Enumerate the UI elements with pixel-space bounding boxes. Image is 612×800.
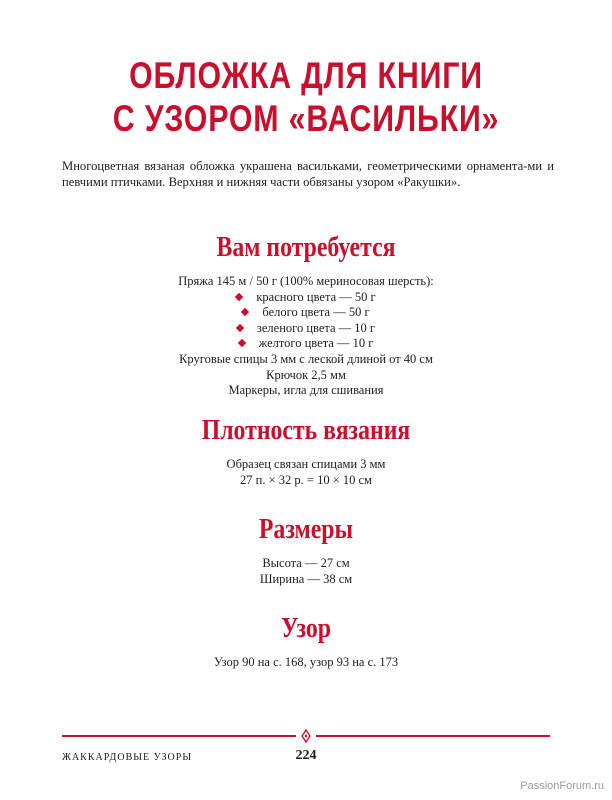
gauge-line-1: Образец связан спицами 3 мм bbox=[226, 457, 386, 471]
footer-divider-left bbox=[62, 735, 296, 737]
pattern-block bbox=[0, 655, 612, 671]
running-footer-title: ЖАККАРДОВЫЕ УЗОРЫ bbox=[62, 752, 193, 763]
yarn-line: Пряжа 145 м / 50 г (100% мериносовая шерсть): bbox=[178, 274, 434, 288]
width-line: Ширина — 38 см bbox=[259, 571, 353, 586]
gauge-heading: Плотность вязания bbox=[201, 414, 411, 446]
color-item-label: красного цвета — 50 г bbox=[256, 289, 376, 304]
list-item bbox=[0, 290, 612, 306]
materials-list bbox=[0, 274, 612, 399]
footer-divider-right bbox=[316, 735, 550, 737]
color-item-label: белого цвета — 50 г bbox=[262, 305, 370, 320]
sizes-heading: Размеры bbox=[258, 513, 354, 545]
page-number: 224 bbox=[295, 748, 317, 763]
pattern-heading: Узор bbox=[280, 612, 332, 644]
color-item-label: зеленого цвета — 10 г bbox=[256, 320, 376, 335]
watermark: PassionForum.ru bbox=[520, 780, 604, 792]
diamond-bullet-icon bbox=[241, 308, 249, 316]
hook-line: Крючок 2,5 мм bbox=[266, 367, 346, 382]
ornament-icon bbox=[298, 729, 314, 743]
needles-line: Круговые спицы 3 мм с леской длиной от 40 см bbox=[179, 351, 433, 366]
page-title-line-1: ОБЛОЖКА ДЛЯ КНИГИ bbox=[129, 55, 483, 96]
list-item bbox=[0, 336, 612, 352]
diamond-bullet-icon bbox=[236, 324, 244, 332]
pattern-line: Узор 90 на с. 168, узор 93 на с. 173 bbox=[213, 655, 399, 669]
diamond-bullet-icon bbox=[237, 339, 245, 347]
intro-paragraph: Многоцветная вязаная обложка украшена васильками, геометрическими орнамента-ми и певчими птичками. Верхняя и нижняя части обвязаны узором «Ракушки». bbox=[62, 159, 554, 189]
gauge-block bbox=[0, 457, 612, 488]
page-title-line-2: С УЗОРОМ «ВАСИЛЬКИ» bbox=[112, 98, 500, 139]
sizes-block bbox=[0, 556, 612, 587]
list-item bbox=[0, 305, 612, 321]
height-line: Высота — 27 см bbox=[262, 556, 350, 570]
materials-heading: Вам потребуется bbox=[216, 231, 396, 263]
extras-line: Маркеры, игла для сшивания bbox=[228, 383, 384, 398]
color-item-label: желтого цвета — 10 г bbox=[258, 336, 374, 351]
gauge-line-2: 27 п. × 32 р. = 10 × 10 см bbox=[240, 472, 372, 487]
list-item bbox=[0, 321, 612, 337]
diamond-bullet-icon bbox=[235, 292, 243, 300]
